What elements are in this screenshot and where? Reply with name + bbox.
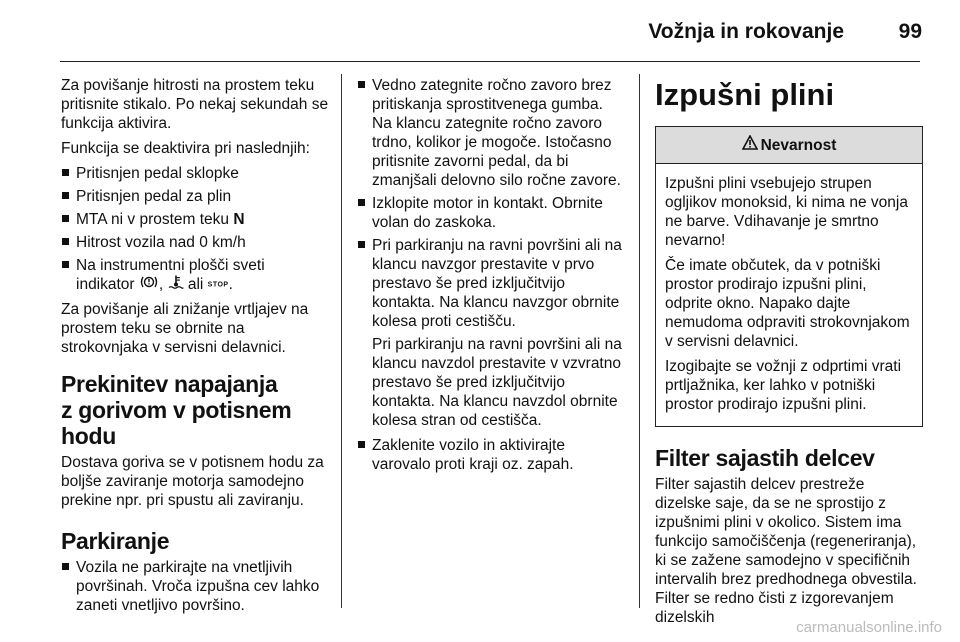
column-2 — [357, 76, 625, 480]
column-3 — [655, 76, 923, 633]
danger-paragraph: Izpušni plini vsebujejo strupen ogljikov monoksid, ki nima ne vonja ne barve. Vdihavanje je smrtno nevarno! — [665, 175, 908, 249]
heading-parking: Parkiranje — [61, 528, 170, 555]
stop-indicator-icon: STOP — [207, 281, 229, 289]
heading-exhaust-gases: Izpušni plini — [655, 77, 835, 112]
danger-body — [656, 164, 922, 426]
danger-header — [656, 127, 922, 164]
brake-warning-icon — [139, 275, 159, 294]
danger-paragraph: Če imate občutek, da v potniški prostor prodirajo izpušni plini, odprite okno. Napako dajte nemudoma odpraviti strokovnjakom v servisni delavnici. — [665, 257, 910, 350]
heading-particle-filter: Filter sajastih delcev — [655, 445, 875, 471]
danger-paragraph: Izogibajte se vožnji z odprtimi vrati prtljažnika, ker lahko v potniški prostor prodirajo izpušni plini. — [665, 358, 902, 413]
paragraph-service: Za povišanje ali znižanje vrtljajev na prostem teku se obrnite na strokovnjaka v servisni delavnici. — [61, 301, 309, 357]
parking-list — [357, 76, 625, 474]
list-item — [357, 236, 625, 430]
list-item: Hitrost vozila nad 0 km/h — [61, 233, 333, 252]
list-item: Vedno zategnite ročno zavoro brez pritiskanja sprostitvenega gumba. Na klancu zategnite ročno zavoro trdno, kolikor je mogoče. Istočasno pritisnite zavorni pedal, da bi zmanjšali delovno silo ročne zavore. — [357, 76, 625, 190]
list-item: Izklopite motor in kontakt. Obrnite volan do zaskoka. — [357, 194, 625, 232]
danger-box — [655, 126, 923, 427]
list-item: Na instrumentni plošči sveti indikator , ali STOP. — [61, 256, 333, 294]
list-item: Vozila ne parkirajte na vnetljivih površinah. Vroča izpušna cev lahko zaneti vnetljivo površino. — [61, 558, 333, 615]
heading-line: z gorivom v potisnem hodu — [61, 397, 292, 450]
page-number: 99 — [898, 20, 922, 43]
gear-n-label: N — [233, 211, 245, 228]
list-item: Pritisnjen pedal sklopke — [61, 164, 333, 183]
paragraph-deactivation: Funkcija se deaktivira pri naslednjih: — [61, 140, 310, 157]
list-item: Pritisnjen pedal za plin — [61, 187, 333, 206]
section-title: Vožnja in rokovanje — [648, 20, 844, 43]
header-divider — [60, 61, 920, 62]
paragraph-fuel-cutoff: Dostava goriva se v potisnem hodu za boljše zaviranje motorja samodejno prekine npr. pri spustu ali zaviranju. — [61, 454, 324, 510]
danger-title: Nevarnost — [760, 136, 837, 154]
list-item — [61, 210, 333, 229]
paragraph-idle-speed: Za povišanje hitrosti na prostem teku pritisnite stikalo. Po nekaj sekundah se funkcija aktivira. — [61, 77, 329, 132]
deactivation-list — [61, 164, 333, 294]
paragraph-particle-filter: Filter sajastih delcev prestreže dizelske saje, da se ne sprostijo z izpušnimi plini v okolico. Sistem ima funkcijo samočiščenja (regeneriranja), ki se zažene samodejno v specifičnih intervalih brez predhodnega obvestila. Filter se redno čisti z izgorevanjem dizelskih — [655, 476, 917, 626]
page-header — [0, 0, 960, 62]
list-item-text: Pri parkiranju na ravni površini ali na klancu navzgor prestavite v prvo prestavo še pred izključitvijo kontakta. Na klancu navzgor obrnite kolesa proti cestišču. — [372, 237, 622, 330]
column-1 — [61, 76, 333, 621]
list-item-text: MTA ni v prostem teku — [76, 211, 234, 228]
watermark: carmanualsonline.info — [796, 619, 942, 636]
or-label: ali — [187, 276, 204, 293]
column-divider-2 — [639, 74, 640, 608]
list-item-text: Na instrumentni plošči sveti — [76, 257, 265, 274]
column-divider-1 — [341, 74, 342, 608]
indicator-label: indikator — [76, 276, 135, 293]
parking-list-start — [61, 558, 333, 615]
heading-line: Prekinitev napajanja — [61, 371, 278, 398]
heading-fuel-cutoff — [61, 371, 333, 449]
list-item: Zaklenite vozilo in aktivirajte varovalo proti kraji oz. zapah. — [357, 436, 625, 474]
separator: , — [158, 276, 164, 293]
list-item-subparagraph: Pri parkiranju na ravni površini ali na klancu navzdol prestavite v vzvratno prestavo še pred izključitvijo kontakta. Na klancu navzdol obrnite kolesa stran od cestišča. — [372, 336, 622, 429]
coolant-temperature-icon — [168, 275, 184, 294]
warning-triangle-icon — [742, 135, 758, 155]
